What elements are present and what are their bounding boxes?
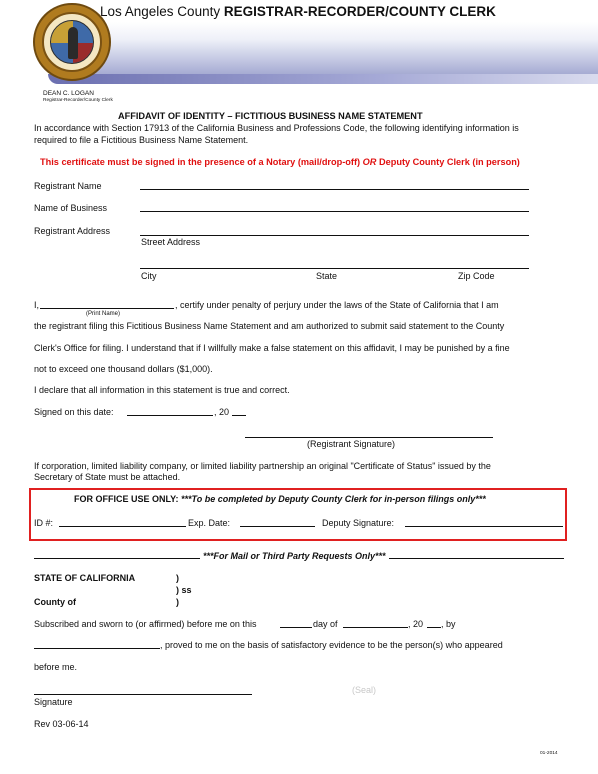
city-label: City	[141, 271, 157, 281]
state-label: State	[316, 271, 338, 281]
exp-date-field[interactable]	[240, 526, 315, 527]
sworn-year-label: , 20	[408, 619, 424, 629]
state-of-california: STATE OF CALIFORNIA	[34, 573, 136, 583]
header-title	[100, 4, 496, 20]
paren: )	[176, 573, 179, 583]
county-of-label: County of	[34, 597, 76, 607]
form-title: AFFIDAVIT OF IDENTITY – FICTITIOUS BUSINESS NAME STATEMENT	[118, 111, 423, 121]
registrant-name-field[interactable]	[140, 189, 529, 190]
print-name-field[interactable]	[40, 308, 174, 309]
county-name: Los Angeles County	[100, 4, 221, 19]
corporation-note: Secretary of State must be attached.	[34, 472, 181, 482]
sworn-day-label: day of	[313, 619, 338, 629]
street-address-field[interactable]	[140, 235, 529, 236]
signature-label: Signature	[34, 697, 73, 707]
seal-label: (Seal)	[352, 685, 377, 695]
mail-heading: ***For Mail or Third Party Requests Only***	[200, 551, 389, 562]
id-label: ID #:	[34, 518, 54, 528]
ss-label: ) ss	[176, 585, 192, 595]
sworn-text: Subscribed and sworn to (or affirmed) before me on this	[34, 619, 257, 629]
sworn-year-field[interactable]	[427, 627, 441, 628]
office-use-heading: FOR OFFICE USE ONLY: ***To be completed by Deputy County Clerk for in-person filings only***	[74, 494, 486, 504]
id-field[interactable]	[59, 526, 186, 527]
certify-text: , certify under penalty of perjury under the laws of the State of California that I am	[175, 300, 499, 310]
declare-text: I declare that all information in this statement is true and correct.	[34, 385, 290, 395]
sworn-day-field[interactable]	[280, 627, 312, 628]
header-band	[48, 22, 598, 80]
exp-date-label: Exp. Date:	[188, 518, 231, 528]
certify-text: Clerk's Office for filing. I understand that if I willfully make a false statement on this affidavit, I may be punished by a fine	[34, 343, 510, 353]
registrant-signature-label: (Registrant Signature)	[307, 439, 396, 449]
certify-text: not to exceed one thousand dollars ($1,000).	[34, 364, 213, 374]
business-name-field[interactable]	[140, 211, 529, 212]
notary-warning: This certificate must be signed in the presence of a Notary (mail/drop-off) OR Deputy County Clerk (in person)	[40, 157, 520, 167]
registrant-name-label: Registrant Name	[34, 181, 102, 191]
intro-text: required to file a Fictitious Business Name Statement.	[34, 135, 249, 145]
signed-date-field[interactable]	[127, 415, 213, 416]
signed-on-label: Signed on this date:	[34, 407, 114, 417]
intro-text: In accordance with Section 17913 of the California Business and Professions Code, the following identifying information is	[34, 123, 519, 133]
registrant-signature-field[interactable]	[245, 437, 493, 438]
zip-label: Zip Code	[458, 271, 495, 281]
print-name-label: (Print Name)	[86, 311, 121, 317]
official-name: DEAN C. LOGAN	[43, 90, 94, 97]
city-state-zip-field[interactable]	[140, 268, 529, 269]
revision-label: Rev 03-06-14	[34, 719, 89, 729]
deputy-signature-label: Deputy Signature:	[322, 518, 395, 528]
before-me-text: before me.	[34, 662, 78, 672]
registrant-address-label: Registrant Address	[34, 226, 111, 236]
certify-text: the registrant filing this Fictitious Business Name Statement and am authorized to submit said statement to the County	[34, 321, 505, 331]
deputy-signature-field[interactable]	[405, 526, 563, 527]
department-name: REGISTRAR-RECORDER/COUNTY CLERK	[223, 4, 496, 19]
form-code: 01-2014	[540, 751, 558, 756]
proved-text: , proved to me on the basis of satisfactory evidence to be the person(s) who appeared	[160, 640, 503, 650]
year-prefix: , 20	[214, 407, 230, 417]
business-name-label: Name of Business	[34, 203, 108, 213]
corporation-note: If corporation, limited liability company, or limited liability partnership an original "Certificate of Status" issued by the	[34, 461, 491, 471]
certify-prefix: I,	[34, 300, 40, 310]
signed-year-field[interactable]	[232, 415, 246, 416]
paren: )	[176, 597, 179, 607]
sworn-month-field[interactable]	[343, 627, 408, 628]
street-address-label: Street Address	[141, 237, 201, 247]
sworn-person-field[interactable]	[34, 648, 160, 649]
sworn-by-label: , by	[441, 619, 456, 629]
official-title: Registrar-Recorder/County Clerk	[43, 98, 113, 103]
notary-signature-field[interactable]	[34, 694, 252, 695]
